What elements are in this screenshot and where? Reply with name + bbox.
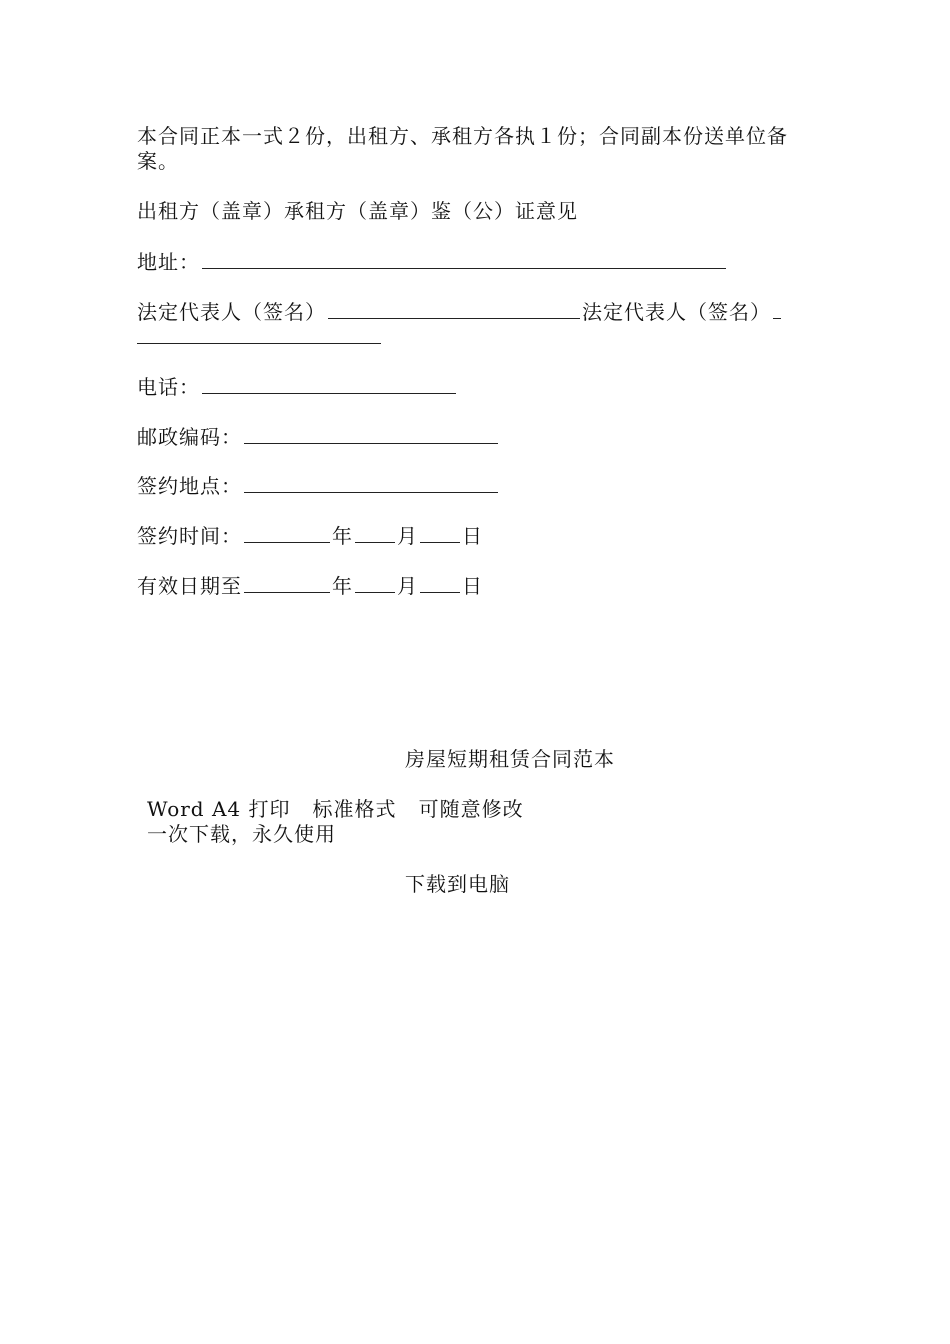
valid-until-line [137, 573, 483, 599]
valid-until-year-blank[interactable] [244, 573, 330, 593]
phone-label: 电话： [137, 375, 200, 399]
signatories-line [137, 199, 578, 224]
promo-features: Word A4 打印 标准格式 可随意修改 [147, 797, 524, 821]
sign-time-month-label: 月 [397, 524, 418, 548]
valid-until-day-blank[interactable] [420, 573, 460, 593]
phone-blank[interactable] [202, 374, 456, 394]
valid-until-month-blank[interactable] [355, 573, 395, 593]
promo-title: 房屋短期租赁合同范本 [405, 747, 615, 771]
valid-until-day-label: 日 [462, 574, 483, 598]
sign-time-line [137, 523, 483, 549]
postcode-line [137, 424, 500, 450]
legal-rep-blank-1[interactable] [328, 299, 580, 319]
signatories-text: 出租方（盖章）承租方（盖章）鉴（公）证意见 [137, 199, 578, 223]
valid-until-label: 有效日期至 [137, 574, 242, 598]
sign-time-label: 签约时间： [137, 524, 242, 548]
sign-time-day-blank[interactable] [420, 523, 460, 543]
sign-time-month-blank[interactable] [355, 523, 395, 543]
valid-until-year-label: 年 [332, 574, 353, 598]
legal-rep-label-2: 法定代表人（签名） [582, 300, 771, 324]
legal-rep-line-continued [137, 324, 383, 350]
copies-clause [137, 124, 827, 174]
legal-rep-blank-2-start[interactable] [773, 299, 781, 319]
legal-rep-line [137, 299, 783, 325]
sign-place-label: 签约地点： [137, 474, 242, 498]
phone-line [137, 374, 458, 400]
sign-time-day-label: 日 [462, 524, 483, 548]
legal-rep-blank-2[interactable] [137, 324, 381, 344]
address-label: 地址： [137, 250, 200, 274]
sign-place-line [137, 473, 500, 499]
promo-usage: 一次下载，永久使用 [147, 822, 336, 846]
legal-rep-label-1: 法定代表人（签名） [137, 300, 326, 324]
sign-time-year-label: 年 [332, 524, 353, 548]
download-link[interactable]: 下载到电脑 [405, 872, 510, 896]
address-line [137, 249, 728, 275]
sign-place-blank[interactable] [244, 473, 498, 493]
valid-until-month-label: 月 [397, 574, 418, 598]
postcode-blank[interactable] [244, 424, 498, 444]
copies-clause-text: 本合同正本一式２份，出租方、承租方各执１份；合同副本份送单位备案。 [137, 124, 788, 173]
sign-time-year-blank[interactable] [244, 523, 330, 543]
address-blank[interactable] [202, 249, 726, 269]
postcode-label: 邮政编码： [137, 425, 242, 449]
